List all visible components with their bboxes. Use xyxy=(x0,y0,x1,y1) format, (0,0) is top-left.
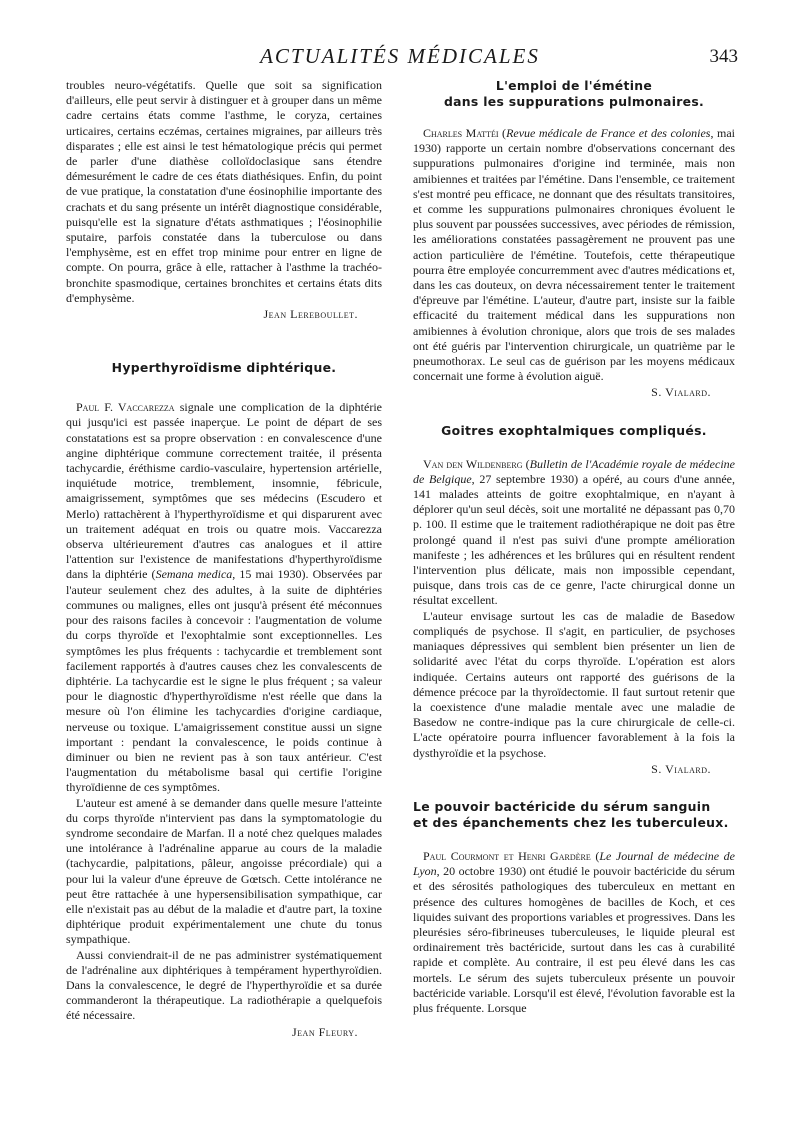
hyperthyroidisme-paragraph-2: L'auteur est amené à se demander dans quelle mesure l'atteinte du corps thyroïde n'intervient pas dans la symptomatologie du syndrome secondaire de Marfan. Il a noté chez quelques malades une intolérance à l'adrénaline apparue au cours de la maladie (tachycardie, palpitations, pâleur, angoisse précordiale) qui a pour lui la valeur d'une épreuve de Gœtsch. Cette intolérance ne peut être rattachée à une hypersensibilisation sympathique, car elle n'existait pas au début de la maladie et d'autre part, la toxine diphtérique produit expérimentalement une chute du tonus sympathique. xyxy=(66,795,382,947)
emetine-paragraph: Charles Mattéi (Revue médicale de France et des colonies, mai 1930) rapporte un certain nombre d'observations concernant des suppurations pulmonaires d'origine ind terminée, mais non amibiennes et traitées par l'émétine. Dans l'ensemble, ce traitement s'est montré peu efficace, ne donnant que des résultats transitoires, et comme les suppurations pulmonaires chroniques évoluent le plus souvent par poussées successives, avec périodes de rémission, les améliorations constatées passagèrement ne prouvent pas une action particulière de l'émétine. Toutefois, cette thérapeutique pourra être employée concurremment avec d'autres médications et, dans les cas douteux, on devra nécessairement tenter le traitement d'épreuve par l'émétine. L'auteur, d'autre part, insiste sur la faible efficacité du traitement médical dans les suppurations non amibiennes à évolution chronique, alors que trois de ses malades ont été guéris par l'intervention chirurgicale, un quatrième par le pneumothorax. Le seul cas de guérison par les moyens médicaux concernait une forme à évolution aiguë. xyxy=(413,126,735,384)
running-head xyxy=(0,44,800,74)
serum-paragraph: Paul Courmont et Henri Gardère (Le Journal de médecine de Lyon, 20 octobre 1930) ont étudié le pouvoir bactéricide du sérum et des sérosités pathologiques des tuberculeux en mettant en présence des cultures homogènes de bacilles de Koch, et ces liquides suivant des proportions variables et progressives. Dans les pleurésies séro-fibrineuses tuberculeuses, le liquide pleural est ordinairement très bactéricide, surtout dans les cas à curabilité rapide et complète. Au contraire, il est peu élevé dans les cas mortels. Le sérum des sujets tuberculeux présente un pouvoir bactéricide variable. Lorsqu'il est élevé, l'évolution favorable est la plus fréquente. Lorsque xyxy=(413,848,735,1015)
heading-hyperthyroidisme: Hyperthyroïdisme diphtérique. xyxy=(111,360,337,376)
running-title: ACTUALITÉS MÉDICALES xyxy=(260,44,540,68)
hyperthyroidisme-paragraph-3: Aussi conviendrait-il de ne pas administrer systématiquement de l'adrénaline aux diphtériques à tempérament hyperthyroïdien. Dans la convalescence, le degré de l'hyperthyroïdie et sa durée commanderont la thérapeutique. La radiothérapie a quelquefois été nécessaire. xyxy=(66,947,382,1023)
source-revue-medicale: Revue médicale de France et des colonies xyxy=(506,126,711,140)
source-semana-medica: Semana medica xyxy=(155,567,233,582)
source-journal-lyon: Le Journal de médecine de Lyon xyxy=(413,848,735,879)
signature-vialard-1: S. Vialard. xyxy=(651,385,711,400)
heading-goitres: Goitres exophtalmiques compliqués. xyxy=(441,422,707,438)
right-column xyxy=(413,78,735,1016)
heading-emetine: L'emploi de l'émétine dans les suppurations pulmonaires. xyxy=(443,78,705,109)
left-column xyxy=(66,78,382,1040)
source-bulletin-academie: Bulletin de l'Académie royale de médecine de Belgique xyxy=(413,456,735,486)
signature-vialard-2: S. Vialard. xyxy=(651,761,711,776)
author-wildenberg: Van den Wildenberg xyxy=(423,456,523,471)
heading-serum: Le pouvoir bactéricide du sérum sanguin et des épanchements chez les tuberculeux. xyxy=(413,798,729,830)
goitres-paragraph-1: Van den Wildenberg (Bulletin de l'Académie royale de médecine de Belgique, 27 septembre 1930) a opéré, au cours d'une année, 141 malades atteints de goitre exophtalmique, en n'ayant à déplorer qu'un seul décès, soit une mortalité ne dépassant pas 0,70 p. 100. Il estime que le traitement radiothérapique ne doit pas être prolongé quand il n'est pas suivi d'une prompte amélioration manifeste ; les adhérences et les brûlures qui en résultent rendent l'intervention plus délicate, mais non impossible cependant, puisque, dans trois cas de ce genre, l'acte chirurgical donne un résultat excellent. xyxy=(413,456,735,608)
author-vaccarezza: Paul F. Vaccarezza xyxy=(76,400,175,415)
continuation-paragraph: troubles neuro-végétatifs. Quelle que soit sa signification d'ailleurs, elle peut servir à distinguer et à grouper dans un même cadre certains états comme l'asthme, le coryza, certaines urticaires, certains eczémas, certaines migraines, par ailleurs très disparates ; elle est ainsi le test hématologique précis qui permet de parler d'une diathèse colloïdoclasique sans étendre démesurément le cadre de ces états diathésiques. Enfin, du point de vue pratique, la constatation d'une éosinophilie importante des crachats et du sang présente un intérêt diagnostique considérable, puisqu'elle est la signature d'états asthmatiques ; l'éosinophilie sputaire, parfois constatée dans la tuberculose ou dans l'emphysème, est en effet trop minime pour entrer en ligne de compte. On pourra, grâce à elle, rattacher à l'asthme la trachéo-bronchite spasmodique, certaines bronchites et certains états dits d'emphysème. xyxy=(66,78,382,305)
signature-lereboullet: Jean Lereboullet. xyxy=(263,307,358,322)
hyperthyroidisme-paragraph-1: Paul F. Vaccarezza signale une complication de la diphtérie qui jusqu'ici est passée inaperçue. Le point de départ de ses constatations est sa propre observation : en convalescence d'une angine diphtérique commune correctement traitée, il présenta tachycardie, éréthisme cardio-vasculaire, hypertension artérielle, inquiétude motrice, tremblement, insomnie, fébricule, amaigrissement, symptômes que ses médecins (Escudero et Merlo) rattachèrent à l'hyperthyroïdisme et qui disparurent avec un traitement adéquat en trois ou quatre mois. Vaccarezza observa ultérieurement d'autres cas analogues et il attire l'attention sur l'existence de manifestations d'hyperthyroïdisme dans la diphtérie (Semana medica, 15 mai 1930). Observées par l'auteur seulement chez des adultes, à la suite de diphtéries communes ou malignes, elles ont jusqu'à présent été méconnues pour des raisons faciles à concevoir : l'augmentation de volume du corps thyroïde et l'exophtalmie sont exceptionnelles. Les symptômes les plus fréquents : tachycardie et tremblement sont facilement rapportés à d'autres causes chez les convalescents de diphtérie. La tachycardie est le signe le plus fréquent ; sa valeur pour le diagnostic d'hyperthyroïdisme n'est réelle que dans la mesure où l'on élimine les tachycardies d'origine cardiaque, nerveuse ou toxique. L'amaigrissement constitue aussi un signe important : pendant la convalescence, le poids continue à diminuer ou bien ne revient pas à son taux antérieur. C'est l'augmentation du métabolisme basal qui certifie l'origine thyroïdienne de ces symptômes. xyxy=(66,400,382,795)
signature-fleury: Jean Fleury. xyxy=(291,1024,358,1039)
author-mattei: Charles Mattéi xyxy=(423,126,499,140)
page-number: 343 xyxy=(709,46,738,67)
author-courmont-gardere: Paul Courmont et Henri Gardère xyxy=(423,848,591,863)
goitres-paragraph-2: L'auteur envisage surtout les cas de maladie de Basedow compliqués de psychose. Il s'agit, en particulier, de psychoses maniaques dépressives qui semblent bien présenter un lien de solidarité avec l'état du corps thyroïde. L'opération est alors indiquée. Certains auteurs ont rapporté des guérisons de la démence précoce par la thyroïdectomie. Il faut surtout retenir que la coexistence d'une maladie mentale avec une maladie de Basedow ne contre-indique pas la cure chirurgicale de celle-ci. L'acte opératoire pourra influencer favorablement à la fois la dysthyroïdie et la psychose. xyxy=(413,608,735,760)
